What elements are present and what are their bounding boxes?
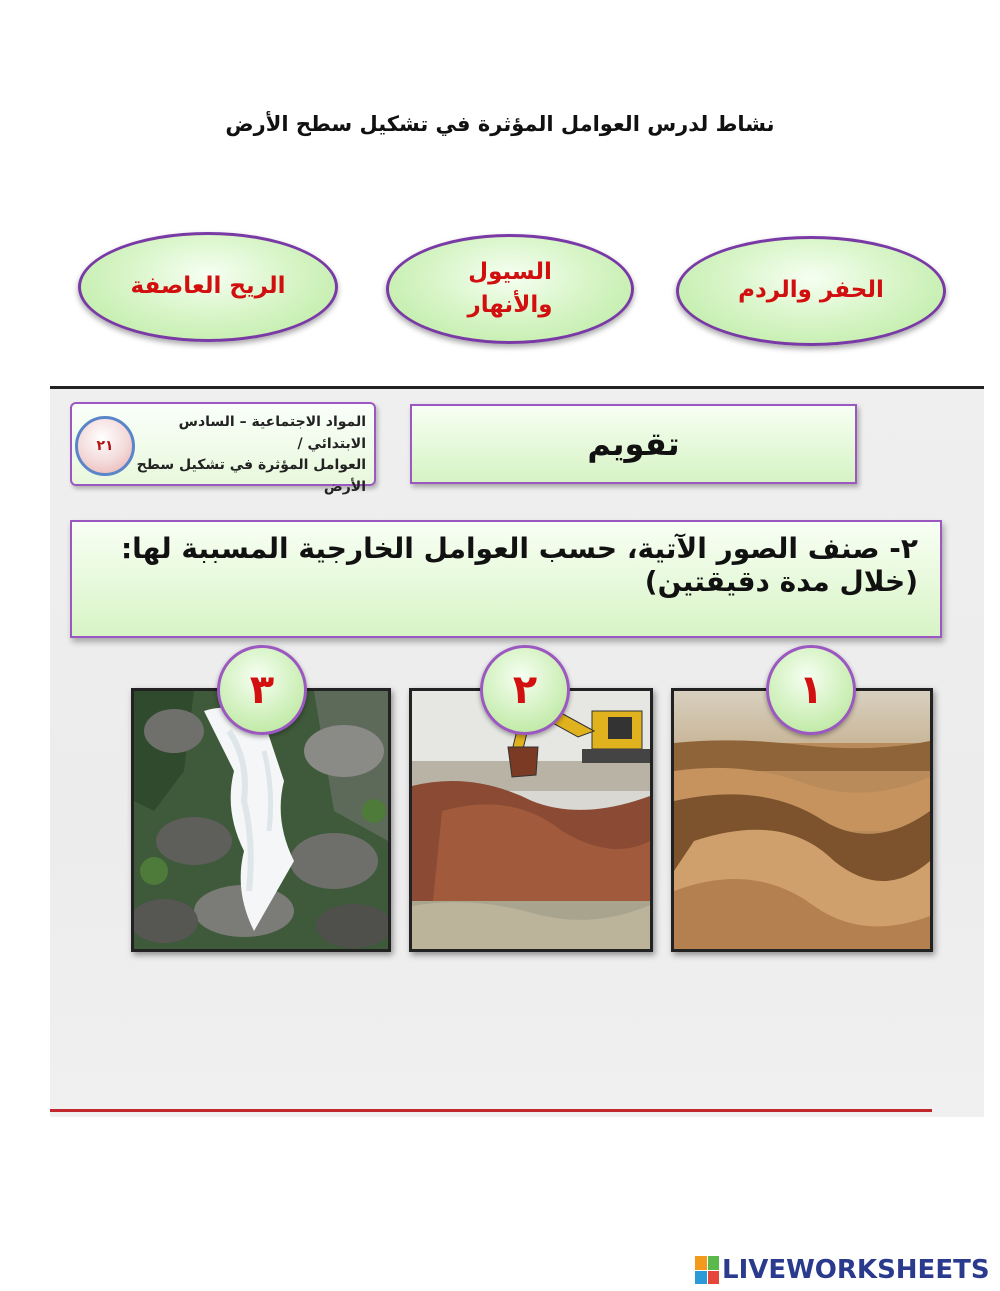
photo-number-badge-3: ٣ — [217, 645, 307, 735]
section-title: تقويم — [410, 404, 857, 484]
answer-oval-label: الريح العاصفة — [130, 273, 286, 300]
lesson-info-text: المواد الاجتماعية – السادس الابتدائي / العوامل المؤثرة في تشكيل سطح الأرض — [136, 414, 366, 496]
page-number-badge: ٢١ — [75, 416, 135, 476]
photo-number-badge-2: ٢ — [480, 645, 570, 735]
slide-bottom-rule — [50, 1109, 932, 1112]
page-title: نشاط لدرس العوامل المؤثرة في تشكيل سطح الأرض — [225, 112, 775, 136]
liveworksheets-logo-icon — [695, 1256, 719, 1284]
answer-oval-strong-wind[interactable] — [78, 232, 338, 342]
answer-oval-label: الحفر والردم — [738, 277, 884, 304]
answer-oval-floods-rivers[interactable] — [386, 234, 634, 344]
liveworksheets-logo — [695, 1254, 990, 1286]
instruction-text: ٢- صنف الصور الآتية، حسب العوامل الخارجية المسببة لها: (خلال مدة دقيقتين) — [120, 532, 918, 598]
answer-oval-label: السيول والأنهار — [467, 258, 553, 318]
lesson-info-box — [70, 402, 376, 496]
liveworksheets-brand: LIVEWORKSHEETS — [722, 1255, 990, 1285]
answer-oval-digging-filling[interactable] — [676, 236, 946, 346]
instruction-box — [70, 520, 942, 638]
photo-number-badge-1: ١ — [766, 645, 856, 735]
